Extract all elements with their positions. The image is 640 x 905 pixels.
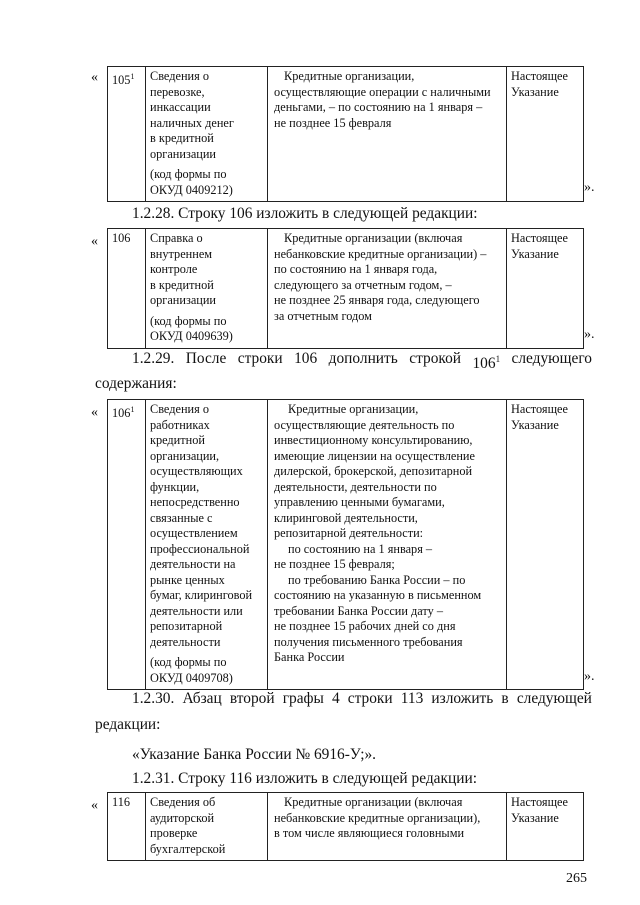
open-quote: « — [91, 70, 98, 85]
form-code: (код формы по ОКУД 0409639) — [150, 313, 233, 343]
paragraph-1-2-30: 1.2.30. Абзац второй графы 4 строки 113 изложить в следующей — [132, 690, 592, 707]
table-row-116 — [107, 792, 584, 861]
row-number: $106^1$ — [108, 400, 146, 690]
table-row-106 — [107, 228, 584, 349]
info-cell: Сведения о работниках кредитной организации, осуществляющих функции, непосредственно связанные с осуществлением профессиональной деятельности на рынке ценных бумаг, клиринговой деятельности или репозитарной деятельности (код формы по ОКУД 0409708) — [146, 400, 268, 690]
open-quote: « — [91, 234, 98, 249]
basis-cell: Настоящее Указание — [507, 400, 584, 690]
form-code: (код формы по ОКУД 0409708) — [150, 655, 233, 685]
info-cell: Сведения об аудиторской проверке бухгалтерской — [146, 793, 268, 861]
table-row-105-1 — [107, 66, 584, 202]
paragraph-1-2-29-cont: содержания: — [95, 375, 177, 392]
basis-cell: Настоящее Указание — [507, 793, 584, 861]
paragraph-1-2-30-cont: редакции: — [95, 716, 161, 733]
close-quote: ». — [584, 327, 595, 342]
page-number: 265 — [566, 871, 587, 886]
open-quote: « — [91, 405, 98, 420]
basis-cell: Настоящее Указание — [507, 229, 584, 349]
close-quote: ». — [584, 180, 595, 195]
submitters-cell: Кредитные организации, осуществляющие операции с наличными деньгами, – по состоянию на 1 января – не позднее 15 февраля — [268, 67, 507, 202]
submitters-cell: Кредитные организации, осуществляющие деятельность по инвестиционному консультированию, имеющие лицензии на осуществление дилерской, брокерской, депозитарной деятельности, деятельности по управлению ценными бумагами, клиринговой деятельности, репозитарной деятельности: по состоянию на 1 января – не позднее 15 февраля; по требованию Банка России – по состоянию на указанную в письменном требовании Банка России дату – не позднее 15 рабочих дней со дня получения письменного требования Банка России — [268, 400, 507, 690]
table-row-106-1 — [107, 399, 584, 690]
paragraph-1-2-28: 1.2.28. Строку 106 изложить в следующей редакции: — [132, 205, 478, 222]
open-quote: « — [91, 798, 98, 813]
paragraph-1-2-29: 1.2.29. После строки 106 дополнить строкой $106^1$ следующего — [132, 350, 592, 373]
row-number: 116 — [108, 793, 146, 861]
close-quote: ». — [584, 669, 595, 684]
row-number: $105^1$ — [108, 67, 146, 202]
quoted-decree-line: «Указание Банка России № 6916-У;». — [132, 746, 377, 763]
info-cell: Справка о внутреннем контроле в кредитной организации (код формы по ОКУД 0409639) — [146, 229, 268, 349]
submitters-cell: Кредитные организации (включая небанковские кредитные организации) – по состоянию на 1 января года, следующего за отчетным годом, – не позднее 25 января года, следующего за отчетным годом — [268, 229, 507, 349]
submitters-cell: Кредитные организации (включая небанковские кредитные организации), в том числе являющиеся головными — [268, 793, 507, 861]
form-code: (код формы по ОКУД 0409212) — [150, 167, 233, 197]
info-cell: Сведения о перевозке, инкассации наличных денег в кредитной организации (код формы по ОКУД 0409212) — [146, 67, 268, 202]
row-number: 106 — [108, 229, 146, 349]
paragraph-1-2-31: 1.2.31. Строку 116 изложить в следующей редакции: — [132, 770, 477, 787]
basis-cell: Настоящее Указание — [507, 67, 584, 202]
